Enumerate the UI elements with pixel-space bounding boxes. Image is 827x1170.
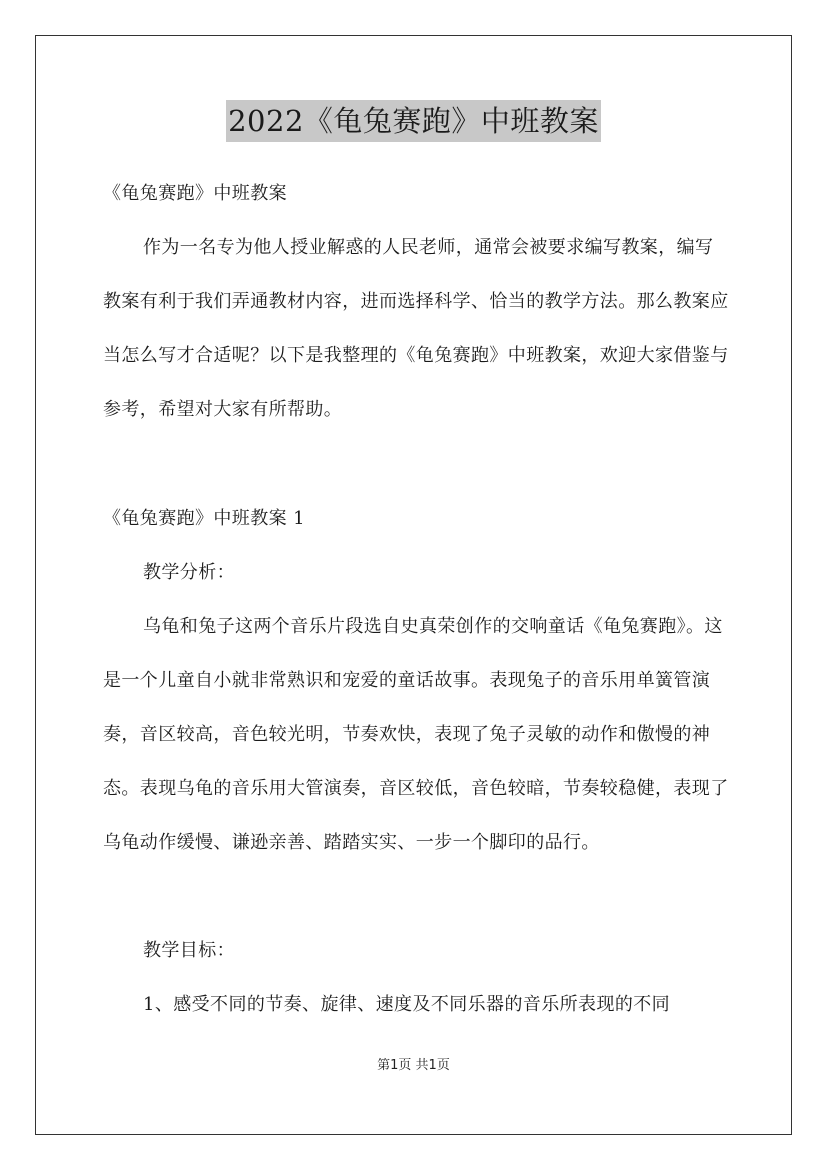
document-title: 2022《龟兔赛跑》中班教案 [226, 100, 601, 142]
title-container [0, 100, 827, 142]
goals-label: 教学目标： [143, 940, 235, 961]
analysis-paragraph: 乌龟和兔子这两个音乐片段选自史真荣创作的交响童话《龟兔赛跑》。这是一个儿童自小就非常熟识和宠爱的童话故事。表现兔子的音乐用单簧管演奏，音区较高，音色较光明，节奏欢快，表现了兔子灵敏的动作和傲慢的神态。表现乌龟的音乐用大管演奏，音区较低，音色较暗，节奏较稳健，表现了乌龟动作缓慢、谦逊亲善、踏踏实实、一步一个脚印的品行。 [103, 616, 729, 853]
analysis-label: 教学分析： [143, 562, 235, 583]
goal-item-1: 1、感受不同的节奏、旋律、速度及不同乐器的音乐所表现的不同 [143, 994, 671, 1015]
intro-paragraph: 作为一名专为他人授业解惑的人民老师，通常会被要求编写教案，编写教案有利于我们弄通教材内容，进而选择科学、恰当的教学方法。那么教案应当怎么写才合适呢？以下是我整理的《龟兔赛跑》中班教案，欢迎大家借鉴与参考，希望对大家有所帮助。 [103, 237, 729, 420]
section-heading: 《龟兔赛跑》中班教案 1 [103, 508, 305, 529]
page-footer: 第1页 共1页 [377, 1058, 450, 1073]
document-subtitle: 《龟兔赛跑》中班教案 [103, 183, 287, 204]
